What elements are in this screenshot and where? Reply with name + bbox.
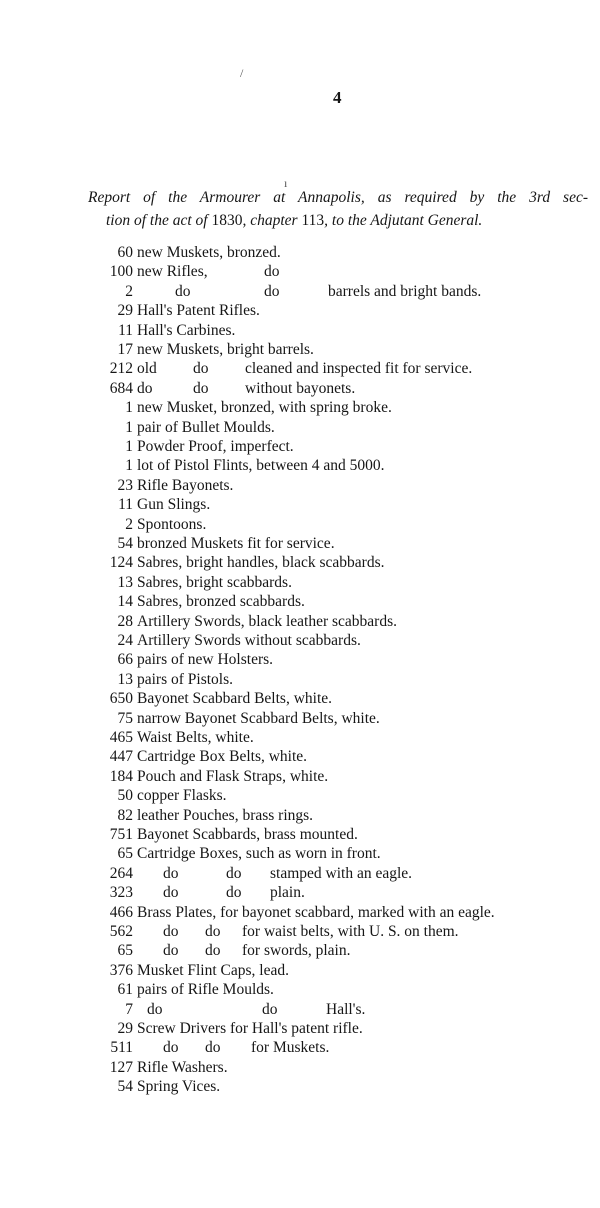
list-item xyxy=(0,534,600,553)
item-description: Screw Drivers for Hall's patent rifle. xyxy=(137,1020,363,1037)
item-quantity: 50 xyxy=(117,787,133,805)
item-quantity: 127 xyxy=(109,1058,133,1076)
item-quantity: 29 xyxy=(117,302,133,320)
item-quantity: 264 xyxy=(109,864,133,882)
list-item xyxy=(0,495,600,514)
list-item xyxy=(0,573,600,592)
item-description: Gun Slings. xyxy=(137,496,211,514)
item-quantity: 2 xyxy=(125,515,133,533)
list-item xyxy=(0,844,600,863)
item-col2: do xyxy=(205,1039,221,1057)
item-description: Sabres, bronzed scabbards. xyxy=(137,593,305,611)
item-quantity: 54 xyxy=(117,535,133,552)
list-item xyxy=(0,631,600,650)
item-col1: do xyxy=(163,942,179,960)
report-title-line-2 xyxy=(88,209,588,232)
item-quantity: 17 xyxy=(117,341,133,358)
list-item xyxy=(0,650,600,669)
item-quantity: 65 xyxy=(117,845,133,863)
list-item xyxy=(0,1000,600,1019)
item-description: Cartridge Boxes, such as worn in front. xyxy=(137,845,381,863)
list-item xyxy=(0,262,600,281)
item-description: Musket Flint Caps, lead. xyxy=(137,961,289,979)
item-quantity: 7 xyxy=(125,1000,133,1018)
page-number: 4 xyxy=(333,88,342,107)
title-text: tion of the act of xyxy=(106,212,212,229)
item-quantity: 1 xyxy=(125,418,133,436)
list-item xyxy=(0,437,600,456)
item-col2: cleaned and inspected fit for service. xyxy=(245,360,473,378)
list-item xyxy=(0,709,600,728)
list-item xyxy=(0,553,600,572)
title-text: , chapter xyxy=(242,212,302,229)
item-description: bronzed Muskets fit for service. xyxy=(137,535,335,552)
item-col1: do xyxy=(163,923,179,940)
item-quantity: 65 xyxy=(117,942,133,960)
list-item xyxy=(0,961,600,980)
list-item xyxy=(0,728,600,747)
item-description: Spring Vices. xyxy=(137,1078,221,1096)
item-description: new Rifles, xyxy=(137,263,208,281)
item-description: Sabres, bright scabbards. xyxy=(137,573,292,591)
item-col3: plain. xyxy=(270,884,305,902)
list-item xyxy=(0,941,600,960)
list-item xyxy=(0,612,600,631)
list-item xyxy=(0,243,600,262)
item-description: new Musket, bronzed, with spring broke. xyxy=(137,399,392,417)
item-quantity: 562 xyxy=(109,923,133,940)
item-col3: stamped with an eagle. xyxy=(270,864,413,882)
item-quantity: 61 xyxy=(117,981,133,999)
item-description: Bayonet Scabbards, brass mounted. xyxy=(137,826,358,843)
item-quantity: 66 xyxy=(117,651,133,669)
item-description: pairs of new Holsters. xyxy=(137,651,274,669)
item-col3: Hall's. xyxy=(326,1000,366,1018)
item-col1: do xyxy=(193,360,209,378)
list-item xyxy=(0,398,600,417)
item-quantity: 1 xyxy=(125,399,133,417)
item-quantity: 1 xyxy=(125,457,133,475)
item-col1: do xyxy=(147,1000,163,1018)
item-col2: do xyxy=(205,942,221,960)
item-quantity: 124 xyxy=(109,554,133,572)
item-col1: do xyxy=(175,282,191,300)
item-col1: do xyxy=(163,864,179,882)
item-quantity: 14 xyxy=(117,593,133,611)
item-col2: without bayonets. xyxy=(245,379,356,397)
item-quantity: 29 xyxy=(117,1020,133,1037)
item-quantity: 1 xyxy=(125,438,133,455)
item-description: new Muskets, bright barrels. xyxy=(137,341,314,358)
list-item xyxy=(0,359,600,378)
title-text: , to the Adjutant General. xyxy=(324,212,483,229)
item-quantity: 751 xyxy=(109,826,133,843)
item-quantity: 54 xyxy=(117,1078,133,1096)
list-item xyxy=(0,301,600,320)
list-item xyxy=(0,1077,600,1096)
item-col2: do xyxy=(264,282,280,300)
item-description: new Muskets, bronzed. xyxy=(137,244,281,261)
list-item xyxy=(0,515,600,534)
item-quantity: 11 xyxy=(118,321,133,339)
item-col3: for Muskets. xyxy=(251,1039,330,1057)
item-quantity: 23 xyxy=(117,476,133,494)
item-col3: for swords, plain. xyxy=(242,942,351,960)
item-description: Artillery Swords without scabbards. xyxy=(137,632,361,649)
item-col3: barrels and bright bands. xyxy=(328,282,482,300)
list-item xyxy=(0,476,600,495)
item-description: old xyxy=(137,360,157,378)
item-description: lot of Pistol Flints, between 4 and 5000. xyxy=(137,457,385,475)
list-item xyxy=(0,922,600,941)
item-col1: do xyxy=(193,379,209,397)
item-col2: do xyxy=(262,1000,278,1018)
list-item xyxy=(0,282,600,301)
item-quantity: 24 xyxy=(117,632,133,649)
item-quantity: 184 xyxy=(109,767,133,785)
item-description: Hall's Carbines. xyxy=(137,321,236,339)
item-description: Hall's Patent Rifles. xyxy=(137,302,260,320)
list-item xyxy=(0,1058,600,1077)
item-description: pairs of Pistols. xyxy=(137,670,234,688)
chapter-number: 113 xyxy=(301,212,325,229)
list-item xyxy=(0,456,600,475)
list-item xyxy=(0,980,600,999)
item-description: Sabres, bright handles, black scabbards. xyxy=(137,554,385,572)
item-col2: do xyxy=(226,864,242,882)
list-item xyxy=(0,903,600,922)
list-item xyxy=(0,767,600,786)
item-quantity: 2 xyxy=(125,282,133,300)
item-quantity: 684 xyxy=(109,379,133,397)
item-description: Bayonet Scabbard Belts, white. xyxy=(137,690,332,708)
item-quantity: 100 xyxy=(109,263,133,281)
item-description: Rifle Washers. xyxy=(137,1058,228,1076)
item-quantity: 466 xyxy=(109,903,133,921)
item-description: copper Flasks. xyxy=(137,787,227,805)
item-description: Spontoons. xyxy=(137,515,207,533)
item-description: Artillery Swords, black leather scabbards. xyxy=(137,612,397,630)
list-item xyxy=(0,418,600,437)
report-title xyxy=(88,186,588,232)
item-description: pair of Bullet Moulds. xyxy=(137,418,275,436)
list-item xyxy=(0,1019,600,1038)
item-quantity: 13 xyxy=(117,573,133,591)
item-col3: for waist belts, with U. S. on them. xyxy=(242,923,459,940)
list-item xyxy=(0,747,600,766)
item-quantity: 28 xyxy=(117,612,133,630)
item-description: Rifle Bayonets. xyxy=(137,476,234,494)
item-quantity: 650 xyxy=(109,690,133,708)
item-description: Pouch and Flask Straps, white. xyxy=(137,767,329,785)
item-description: do xyxy=(137,379,153,397)
item-col2: do xyxy=(226,884,242,902)
item-quantity: 511 xyxy=(110,1039,133,1057)
list-item xyxy=(0,670,600,689)
item-description: narrow Bayonet Scabbard Belts, white. xyxy=(137,709,380,727)
item-col1: do xyxy=(163,1039,179,1057)
item-description: Brass Plates, for bayonet scabbard, marked with an eagle. xyxy=(137,903,495,921)
list-item xyxy=(0,1038,600,1057)
item-description: pairs of Rifle Moulds. xyxy=(137,981,274,999)
item-quantity: 13 xyxy=(117,670,133,688)
item-quantity: 465 xyxy=(109,729,133,746)
item-quantity: 212 xyxy=(109,360,133,378)
list-item xyxy=(0,592,600,611)
item-col1: do xyxy=(163,884,179,902)
list-item xyxy=(0,786,600,805)
list-item xyxy=(0,689,600,708)
item-quantity: 447 xyxy=(109,748,133,766)
item-quantity: 82 xyxy=(117,806,133,824)
speck-mark: ı xyxy=(284,176,288,190)
list-item xyxy=(0,379,600,398)
list-item xyxy=(0,340,600,359)
item-description: Waist Belts, white. xyxy=(137,729,254,746)
item-description: Cartridge Box Belts, white. xyxy=(137,748,308,766)
report-title-line-1: Report of the Armourer at Annapolis, as required by the 3rd sec- xyxy=(88,189,588,206)
item-quantity: 60 xyxy=(117,244,133,261)
list-item xyxy=(0,825,600,844)
item-description: leather Pouches, brass rings. xyxy=(137,806,314,824)
list-item xyxy=(0,806,600,825)
list-item xyxy=(0,883,600,902)
item-col2: do xyxy=(205,923,221,940)
item-quantity: 323 xyxy=(109,884,133,902)
item-description: Powder Proof, imperfect. xyxy=(137,438,294,455)
item-quantity: 376 xyxy=(109,961,133,979)
speck-mark: / xyxy=(240,66,244,80)
item-quantity: 75 xyxy=(117,709,133,727)
item-quantity: 11 xyxy=(118,496,133,514)
list-item xyxy=(0,321,600,340)
list-item xyxy=(0,864,600,883)
item-col2: do xyxy=(264,263,280,281)
act-year: 1830 xyxy=(211,212,243,229)
